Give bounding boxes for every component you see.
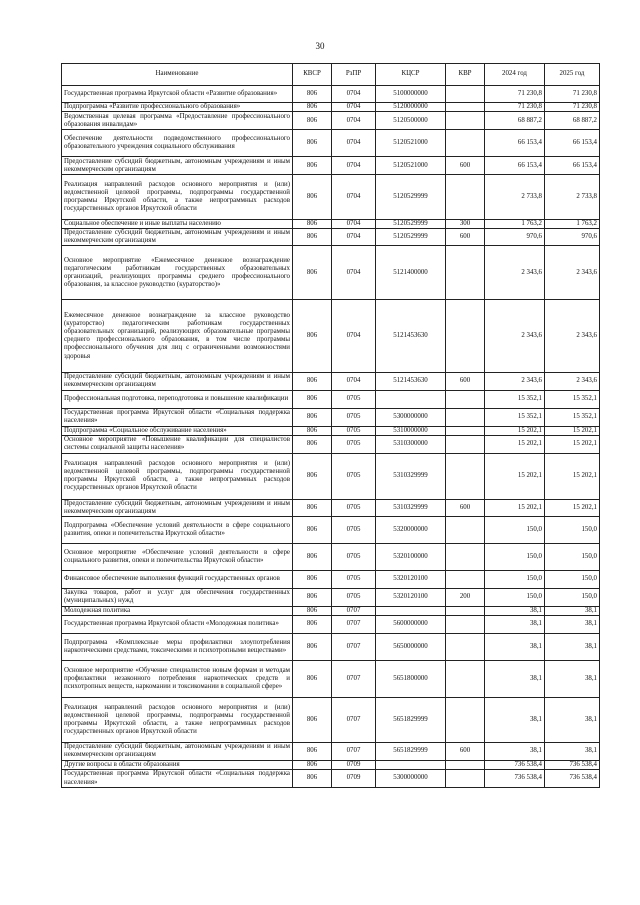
table-row bbox=[62, 615, 600, 633]
cell-kvr bbox=[446, 453, 485, 499]
cell-kvr: 600 bbox=[446, 499, 485, 516]
cell-kvr bbox=[446, 633, 485, 660]
cell-2024: 2 343,6 bbox=[485, 246, 545, 300]
cell-name: Основное мероприятие «Повышение квалификации для специалистов системы социальной защиты населения» bbox=[62, 435, 293, 453]
cell-kcsr: 5100000000 bbox=[376, 86, 446, 103]
cell-kvsr: 806 bbox=[293, 435, 332, 453]
table-row bbox=[62, 742, 600, 760]
cell-kcsr: 5320000000 bbox=[376, 516, 446, 543]
cell-name: Закупка товаров, работ и услуг для обеспечения государственных (муниципальных) нужд bbox=[62, 588, 293, 606]
cell-kvsr: 806 bbox=[293, 300, 332, 373]
cell-2025: 15 202,1 bbox=[545, 426, 600, 435]
cell-kcsr bbox=[376, 390, 446, 408]
table-row bbox=[62, 373, 600, 390]
cell-kvsr: 806 bbox=[293, 453, 332, 499]
table-row bbox=[62, 112, 600, 130]
cell-2025: 15 202,1 bbox=[545, 435, 600, 453]
cell-2024: 15 202,1 bbox=[485, 435, 545, 453]
table-row bbox=[62, 588, 600, 606]
cell-name: Государственная программа Иркутской области «Социальная поддержка населения» bbox=[62, 408, 293, 426]
cell-rzpr: 0704 bbox=[332, 246, 376, 300]
cell-kvr bbox=[446, 606, 485, 615]
cell-2024: 970,6 bbox=[485, 229, 545, 246]
cell-kvr bbox=[446, 697, 485, 742]
col-header-kvsr: КВСР bbox=[293, 64, 332, 86]
cell-kcsr: 5300000000 bbox=[376, 770, 446, 788]
col-header-kcsr: КЦСР bbox=[376, 64, 446, 86]
cell-kvsr: 806 bbox=[293, 390, 332, 408]
table-row bbox=[62, 175, 600, 220]
cell-name: Предоставление субсидий бюджетным, автономным учреждениям и иным некоммерческим организациям bbox=[62, 229, 293, 246]
cell-2025: 150,0 bbox=[545, 570, 600, 588]
cell-kvr bbox=[446, 426, 485, 435]
cell-kvr bbox=[446, 770, 485, 788]
cell-kvr: 600 bbox=[446, 157, 485, 175]
cell-name: Ежемесячное денежное вознаграждение за классное руководство (кураторство) педагогическим работникам государственных образовательных организаций, реализующих образовательные программы среднего профессионального образования, в том числе программы профессионального обучения для лиц с ограниченными возможностями здоровья bbox=[62, 300, 293, 373]
table-row bbox=[62, 229, 600, 246]
cell-kcsr: 5121453630 bbox=[376, 373, 446, 390]
cell-rzpr: 0704 bbox=[332, 300, 376, 373]
cell-kcsr: 5651800000 bbox=[376, 660, 446, 697]
cell-kvsr: 806 bbox=[293, 660, 332, 697]
cell-kcsr: 5120500000 bbox=[376, 112, 446, 130]
cell-kvsr: 806 bbox=[293, 606, 332, 615]
cell-kvr bbox=[446, 516, 485, 543]
cell-kvsr: 806 bbox=[293, 543, 332, 570]
cell-rzpr: 0705 bbox=[332, 426, 376, 435]
cell-name: Реализация направлений расходов основного мероприятия и (или) ведомственной целевой программы, подпрограммы государственной программы Иркутской области, а также непрограммных расходов государственных органов Иркутской области bbox=[62, 697, 293, 742]
table-header-row bbox=[62, 64, 600, 86]
cell-kvsr: 806 bbox=[293, 86, 332, 103]
cell-kcsr: 5300000000 bbox=[376, 408, 446, 426]
cell-2024: 68 887,2 bbox=[485, 112, 545, 130]
cell-rzpr: 0705 bbox=[332, 499, 376, 516]
cell-name: Подпрограмма «Социальное обслуживание населения» bbox=[62, 426, 293, 435]
cell-2024: 736 538,4 bbox=[485, 770, 545, 788]
cell-kvsr: 806 bbox=[293, 373, 332, 390]
cell-kvsr: 806 bbox=[293, 588, 332, 606]
cell-2024: 38,1 bbox=[485, 660, 545, 697]
cell-2024: 15 352,1 bbox=[485, 390, 545, 408]
cell-kvr bbox=[446, 660, 485, 697]
cell-name: Социальное обеспечение и иные выплаты населению bbox=[62, 220, 293, 229]
col-header-2025: 2025 год bbox=[545, 64, 600, 86]
cell-2025: 2 343,6 bbox=[545, 246, 600, 300]
cell-2025: 2 733,8 bbox=[545, 175, 600, 220]
cell-rzpr: 0704 bbox=[332, 220, 376, 229]
cell-rzpr: 0704 bbox=[332, 130, 376, 157]
cell-kvr: 200 bbox=[446, 588, 485, 606]
cell-rzpr: 0707 bbox=[332, 606, 376, 615]
cell-kvr bbox=[446, 570, 485, 588]
table-row bbox=[62, 543, 600, 570]
table-row bbox=[62, 300, 600, 373]
cell-kvsr: 806 bbox=[293, 516, 332, 543]
cell-2024: 736 538,4 bbox=[485, 760, 545, 769]
cell-kvsr: 806 bbox=[293, 499, 332, 516]
table-body bbox=[62, 86, 600, 788]
cell-kcsr bbox=[376, 606, 446, 615]
cell-kvr bbox=[446, 112, 485, 130]
cell-kvr bbox=[446, 175, 485, 220]
cell-2025: 2 343,6 bbox=[545, 300, 600, 373]
cell-kcsr: 5310300000 bbox=[376, 435, 446, 453]
cell-name: Обеспечение деятельности подведомственного профессионального образовательного учреждения социального обслуживания bbox=[62, 130, 293, 157]
table-row bbox=[62, 660, 600, 697]
cell-2025: 1 763,2 bbox=[545, 220, 600, 229]
cell-2025: 150,0 bbox=[545, 516, 600, 543]
table-row bbox=[62, 516, 600, 543]
cell-name: Профессиональная подготовка, переподготовка и повышение квалификации bbox=[62, 390, 293, 408]
cell-2024: 150,0 bbox=[485, 570, 545, 588]
table-row bbox=[62, 770, 600, 788]
cell-rzpr: 0705 bbox=[332, 390, 376, 408]
cell-2025: 150,0 bbox=[545, 588, 600, 606]
cell-kvsr: 806 bbox=[293, 220, 332, 229]
cell-kvsr: 806 bbox=[293, 570, 332, 588]
cell-kvsr: 806 bbox=[293, 246, 332, 300]
cell-2024: 150,0 bbox=[485, 543, 545, 570]
cell-2025: 38,1 bbox=[545, 660, 600, 697]
cell-2024: 38,1 bbox=[485, 633, 545, 660]
cell-2024: 15 202,1 bbox=[485, 499, 545, 516]
cell-2024: 38,1 bbox=[485, 615, 545, 633]
cell-name: Государственная программа Иркутской области «Социальная поддержка населения» bbox=[62, 770, 293, 788]
cell-kvr bbox=[446, 408, 485, 426]
cell-rzpr: 0707 bbox=[332, 742, 376, 760]
cell-2025: 71 230,8 bbox=[545, 103, 600, 112]
cell-kcsr: 5320120100 bbox=[376, 588, 446, 606]
cell-kcsr: 5651829999 bbox=[376, 697, 446, 742]
cell-2025: 68 887,2 bbox=[545, 112, 600, 130]
table-row bbox=[62, 697, 600, 742]
cell-kvr: 300 bbox=[446, 220, 485, 229]
cell-name: Финансовое обеспечение выполнения функций государственных органов bbox=[62, 570, 293, 588]
cell-name: Предоставление субсидий бюджетным, автономным учреждениям и иным некоммерческим организациям bbox=[62, 373, 293, 390]
cell-kvsr: 806 bbox=[293, 103, 332, 112]
cell-kvsr: 806 bbox=[293, 697, 332, 742]
cell-name: Государственная программа Иркутской области «Развитие образования» bbox=[62, 86, 293, 103]
cell-name: Государственная программа Иркутской области «Молодежная политика» bbox=[62, 615, 293, 633]
cell-kcsr bbox=[376, 760, 446, 769]
cell-2025: 38,1 bbox=[545, 606, 600, 615]
cell-kcsr: 5650000000 bbox=[376, 633, 446, 660]
cell-rzpr: 0705 bbox=[332, 588, 376, 606]
cell-name: Основное мероприятие «Обеспечение условий деятельности в сфере социального развития, опеки и попечительства Иркутской области» bbox=[62, 543, 293, 570]
cell-2025: 736 538,4 bbox=[545, 760, 600, 769]
cell-kvsr: 806 bbox=[293, 633, 332, 660]
cell-kvr bbox=[446, 543, 485, 570]
table-row bbox=[62, 570, 600, 588]
cell-name: Предоставление субсидий бюджетным, автономным учреждениям и иным некоммерческим организациям bbox=[62, 499, 293, 516]
cell-rzpr: 0705 bbox=[332, 435, 376, 453]
col-header-rzpr: РзПР bbox=[332, 64, 376, 86]
budget-table bbox=[61, 63, 600, 788]
page-number: 30 bbox=[315, 41, 325, 51]
col-header-kvr: КВР bbox=[446, 64, 485, 86]
cell-kvsr: 806 bbox=[293, 175, 332, 220]
cell-rzpr: 0705 bbox=[332, 570, 376, 588]
cell-kcsr: 5310000000 bbox=[376, 426, 446, 435]
cell-2024: 150,0 bbox=[485, 588, 545, 606]
cell-kvr bbox=[446, 246, 485, 300]
cell-2024: 66 153,4 bbox=[485, 157, 545, 175]
cell-kvsr: 806 bbox=[293, 615, 332, 633]
table-row bbox=[62, 435, 600, 453]
cell-2024: 15 202,1 bbox=[485, 426, 545, 435]
cell-kvr bbox=[446, 86, 485, 103]
cell-rzpr: 0704 bbox=[332, 86, 376, 103]
cell-kvr bbox=[446, 615, 485, 633]
cell-2025: 66 153,4 bbox=[545, 157, 600, 175]
cell-kcsr: 5320100000 bbox=[376, 543, 446, 570]
cell-kcsr: 5600000000 bbox=[376, 615, 446, 633]
cell-rzpr: 0707 bbox=[332, 697, 376, 742]
cell-kvr: 600 bbox=[446, 742, 485, 760]
table-row bbox=[62, 390, 600, 408]
cell-name: Подпрограмма «Развитие профессионального образования» bbox=[62, 103, 293, 112]
cell-2024: 2 733,8 bbox=[485, 175, 545, 220]
cell-name: Предоставление субсидий бюджетным, автономным учреждениям и иным некоммерческим организациям bbox=[62, 742, 293, 760]
cell-name: Реализация направлений расходов основного мероприятия и (или) ведомственной целевой программы, подпрограммы государственной программы Иркутской области, а также непрограммных расходов государственных органов Иркутской области bbox=[62, 453, 293, 499]
cell-name: Другие вопросы в области образования bbox=[62, 760, 293, 769]
cell-rzpr: 0705 bbox=[332, 543, 376, 570]
cell-2025: 15 202,1 bbox=[545, 499, 600, 516]
cell-2024: 71 230,8 bbox=[485, 86, 545, 103]
cell-2024: 38,1 bbox=[485, 606, 545, 615]
cell-rzpr: 0704 bbox=[332, 112, 376, 130]
cell-2025: 736 538,4 bbox=[545, 770, 600, 788]
cell-2025: 38,1 bbox=[545, 633, 600, 660]
cell-kvr bbox=[446, 435, 485, 453]
cell-kcsr: 5651829999 bbox=[376, 742, 446, 760]
cell-rzpr: 0707 bbox=[332, 615, 376, 633]
table-row bbox=[62, 408, 600, 426]
col-header-name: Наименование bbox=[62, 64, 293, 86]
cell-kvsr: 806 bbox=[293, 112, 332, 130]
cell-name: Реализация направлений расходов основного мероприятия и (или) ведомственной целевой программы, подпрограммы государственной программы Иркутской области, а также непрограммных расходов государственных органов Иркутской области bbox=[62, 175, 293, 220]
table-row bbox=[62, 453, 600, 499]
cell-2025: 15 202,1 bbox=[545, 453, 600, 499]
cell-2025: 970,6 bbox=[545, 229, 600, 246]
cell-name: Подпрограмма «Комплексные меры профилактики злоупотребления наркотическими средствами, токсическими и психотропными веществами» bbox=[62, 633, 293, 660]
cell-rzpr: 0707 bbox=[332, 660, 376, 697]
cell-kcsr: 5120529999 bbox=[376, 229, 446, 246]
cell-2024: 71 230,8 bbox=[485, 103, 545, 112]
table-row bbox=[62, 606, 600, 615]
table-row bbox=[62, 86, 600, 103]
cell-kcsr: 5310329999 bbox=[376, 499, 446, 516]
cell-kvr bbox=[446, 300, 485, 373]
cell-2024: 15 202,1 bbox=[485, 453, 545, 499]
cell-kcsr: 5120521000 bbox=[376, 157, 446, 175]
table-row bbox=[62, 103, 600, 112]
cell-rzpr: 0709 bbox=[332, 760, 376, 769]
cell-2025: 38,1 bbox=[545, 615, 600, 633]
cell-rzpr: 0704 bbox=[332, 157, 376, 175]
table-row bbox=[62, 130, 600, 157]
cell-2024: 2 343,6 bbox=[485, 373, 545, 390]
cell-kvsr: 806 bbox=[293, 770, 332, 788]
cell-2024: 1 763,2 bbox=[485, 220, 545, 229]
cell-2025: 15 352,1 bbox=[545, 408, 600, 426]
cell-2025: 15 352,1 bbox=[545, 390, 600, 408]
cell-kcsr: 5120529999 bbox=[376, 175, 446, 220]
cell-2025: 66 153,4 bbox=[545, 130, 600, 157]
cell-name: Подпрограмма «Обеспечение условий деятельности в сфере социального развития, опеки и попечительства Иркутской области» bbox=[62, 516, 293, 543]
cell-name: Основное мероприятие «Обучение специалистов новым формам и методам профилактики незаконного потребления наркотических средств и психотропных веществ, наркомании и токсикомании в социальной сфере» bbox=[62, 660, 293, 697]
cell-kvsr: 806 bbox=[293, 426, 332, 435]
cell-kvsr: 806 bbox=[293, 229, 332, 246]
cell-kvr bbox=[446, 130, 485, 157]
cell-kcsr: 5120521000 bbox=[376, 130, 446, 157]
table-row bbox=[62, 499, 600, 516]
table-row bbox=[62, 633, 600, 660]
table-row bbox=[62, 760, 600, 769]
cell-kcsr: 5121400000 bbox=[376, 246, 446, 300]
cell-rzpr: 0705 bbox=[332, 453, 376, 499]
cell-rzpr: 0704 bbox=[332, 103, 376, 112]
cell-rzpr: 0704 bbox=[332, 229, 376, 246]
cell-kvr bbox=[446, 760, 485, 769]
cell-rzpr: 0705 bbox=[332, 408, 376, 426]
cell-2024: 2 343,6 bbox=[485, 300, 545, 373]
cell-2024: 150,0 bbox=[485, 516, 545, 543]
cell-2025: 2 343,6 bbox=[545, 373, 600, 390]
cell-name: Основное мероприятие «Ежемесячное денежное вознаграждение педагогическим работникам государственных образовательных организаций, реализующих программы среднего профессионального образования, за классное руководство (кураторство)» bbox=[62, 246, 293, 300]
cell-rzpr: 0705 bbox=[332, 516, 376, 543]
cell-2025: 71 230,8 bbox=[545, 86, 600, 103]
col-header-2024: 2024 год bbox=[485, 64, 545, 86]
cell-kvr bbox=[446, 390, 485, 408]
cell-name: Молодежная политика bbox=[62, 606, 293, 615]
table-row bbox=[62, 157, 600, 175]
cell-kvr: 600 bbox=[446, 373, 485, 390]
cell-rzpr: 0707 bbox=[332, 633, 376, 660]
table-row bbox=[62, 220, 600, 229]
cell-rzpr: 0704 bbox=[332, 175, 376, 220]
cell-2025: 150,0 bbox=[545, 543, 600, 570]
table-row bbox=[62, 246, 600, 300]
cell-kcsr: 5120529999 bbox=[376, 220, 446, 229]
cell-2024: 66 153,4 bbox=[485, 130, 545, 157]
cell-kcsr: 5121453630 bbox=[376, 300, 446, 373]
cell-kvsr: 806 bbox=[293, 130, 332, 157]
cell-rzpr: 0704 bbox=[332, 373, 376, 390]
cell-kvr: 600 bbox=[446, 229, 485, 246]
cell-kcsr: 5310329999 bbox=[376, 453, 446, 499]
cell-rzpr: 0709 bbox=[332, 770, 376, 788]
cell-kcsr: 5320120100 bbox=[376, 570, 446, 588]
cell-2025: 38,1 bbox=[545, 742, 600, 760]
cell-name: Ведомственная целевая программа «Предоставление профессионального образования инвалидам» bbox=[62, 112, 293, 130]
cell-kvsr: 806 bbox=[293, 157, 332, 175]
cell-kvr bbox=[446, 103, 485, 112]
cell-2025: 38,1 bbox=[545, 697, 600, 742]
cell-name: Предоставление субсидий бюджетным, автономным учреждениям и иным некоммерческим организациям bbox=[62, 157, 293, 175]
cell-kvsr: 806 bbox=[293, 408, 332, 426]
cell-kvsr: 806 bbox=[293, 760, 332, 769]
cell-2024: 38,1 bbox=[485, 697, 545, 742]
cell-2024: 38,1 bbox=[485, 742, 545, 760]
cell-kvsr: 806 bbox=[293, 742, 332, 760]
cell-2024: 15 352,1 bbox=[485, 408, 545, 426]
cell-kcsr: 5120000000 bbox=[376, 103, 446, 112]
table-row bbox=[62, 426, 600, 435]
